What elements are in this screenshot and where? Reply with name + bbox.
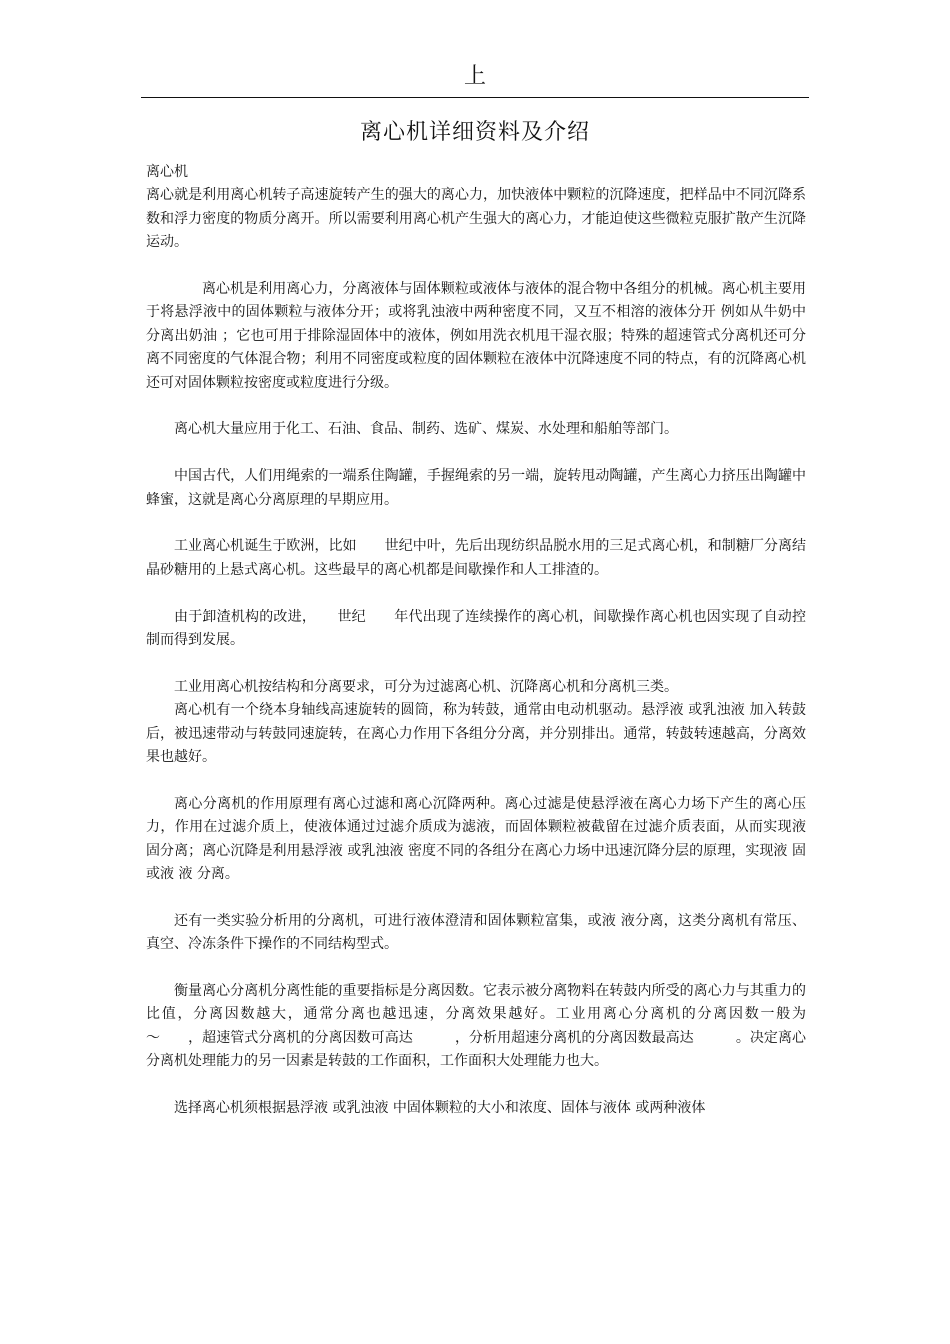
paragraph-separation-principle: 离心分离机的作用原理有离心过滤和离心沉降两种。离心过滤是使悬浮液在离心力场下产生的离心压力，作用在过滤介质上，使液体通过过滤介质成为滤液，而固体颗粒被截留在过滤介质表面，从而实现液 固分离；离心沉降是利用悬浮液 或乳浊液 密度不同的各组分在离心力场中迅速沉降分层的原理，实现液 固 或液 液 分离。 [146,795,806,883]
paragraph-classification: 工业用离心机按结构和分离要求，可分为过滤离心机、沉降离心机和分离机三类。 [174,678,678,695]
paragraph-lab-separators: 还有一类实验分析用的分离机，可进行液体澄清和固体颗粒富集，或液 液分离，这类分离机有常压、真空、冷冻条件下操作的不同结构型式。 [146,912,806,953]
paragraph-drum-structure: 离心机有一个绕本身轴线高速旋转的圆筒，称为转鼓，通常由电动机驱动。悬浮液 或乳浊液 加入转鼓后，被迅速带动与转鼓同速旋转，在离心力作用下各组分分离，并分别排出。通常，转鼓转速越高，分离效果也越好。 [146,702,806,766]
page-header-mark: 上 [463,64,486,89]
section-heading: 离心机 [146,164,188,180]
paragraph-machine-purpose: 离心机是利用离心力，分离液体与固体颗粒或液体与液体的混合物中各组分的机械。离心机主要用于将悬浮液中的固体颗粒与液体分开；或将乳浊液中两种密度不同，又互不相溶的液体分开 例如从牛奶中分离出奶油 ；它也可用于排除湿固体中的液体，例如用洗衣机甩干湿衣服；特殊的超速管式分离机还可分离不同密度的气体混合物；利用不同密度或粒度的固体颗粒在液体中沉降速度不同的特点，有的沉降离心机还可对固体颗粒按密度或粒度进行分级。 [146,281,806,391]
header-divider [141,97,809,98]
paragraph-separation-factor: 衡量离心分离机分离性能的重要指标是分离因数。它表示被分离物料在转鼓内所受的离心力与其重力的比值，分离因数越大，通常分离也越迅速，分离效果越好。工业用离心分离机的分离因数一般为 ～ ，超速管式分离机的分离因数可高达 ，分析用超速分离机的分离因数最高达 。决定离心分离机处理能力的另一因素是转鼓的工作面积，工作面积大处理能力也大。 [146,983,834,1070]
paragraph-ancient-history: 中国古代，人们用绳索的一端系住陶罐，手握绳索的另一端，旋转甩动陶罐，产生离心力挤压出陶罐中蜂蜜，这就是离心分离原理的早期应用。 [146,468,806,508]
document-title: 离心机详细资料及介绍 [359,120,590,145]
paragraph-industrial-origin: 工业离心机诞生于欧洲，比如 世纪中叶，先后出现纺织品脱水用的三足式离心机，和制糖厂分离结晶砂糖用的上悬式离心机。这些最早的离心机都是间歇操作和人工排渣的。 [146,538,806,578]
document-body [146,161,834,1121]
paragraph-definition: 离心就是利用离心机转子高速旋转产生的强大的离心力，加快液体中颗粒的沉降速度，把样品中不同沉降系数和浮力密度的物质分离开。所以需要利用离心机产生强大的离心力，才能迫使这些微粒克服扩散产生沉降运动。 [146,187,806,251]
paragraph-selection: 选择离心机须根据悬浮液 或乳浊液 中固体颗粒的大小和浓度、固体与液体 或两种液体 [174,1100,706,1117]
paragraph-continuous-operation: 由于卸渣机构的改进， 世纪 年代出现了连续操作的离心机，间歇操作离心机也因实现了自动控制而得到发展。 [146,608,806,649]
paragraph-applications: 离心机大量应用于化工、石油、食品、制药、选矿、煤炭、水处理和船舶等部门。 [174,421,678,438]
